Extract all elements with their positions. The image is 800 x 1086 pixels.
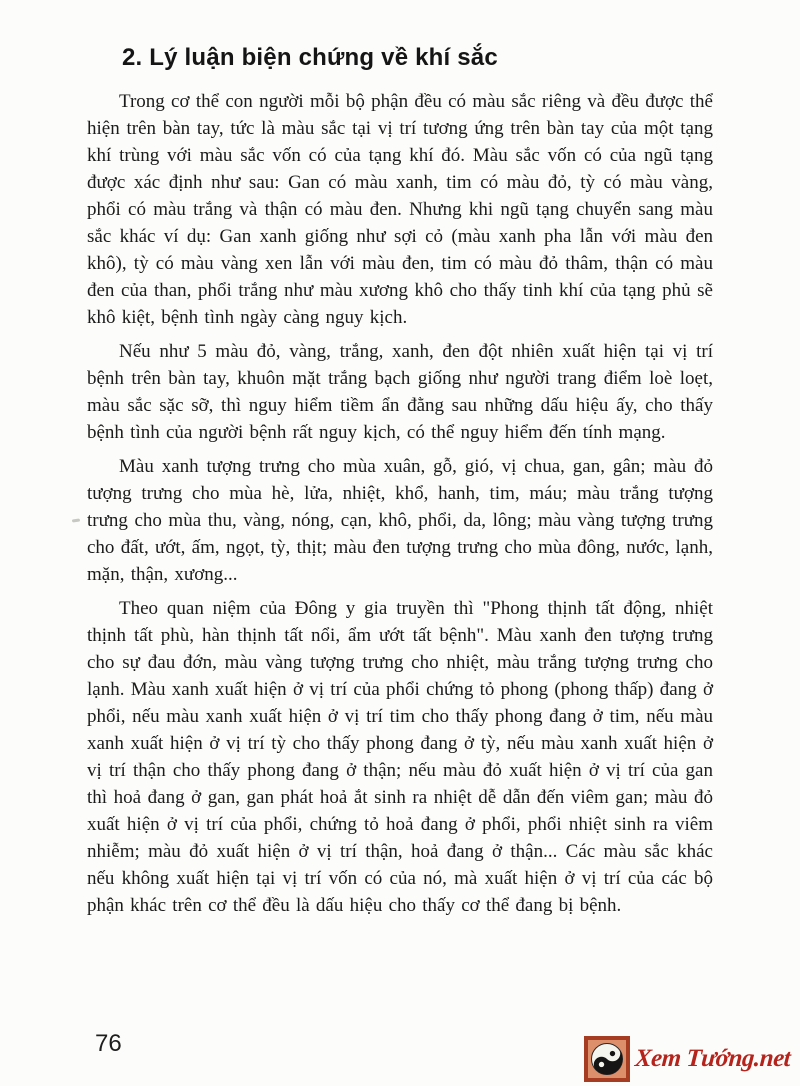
yin-yang-icon xyxy=(584,1036,630,1082)
scan-artifact-dash xyxy=(72,518,80,522)
paragraph-4: Theo quan niệm của Đông y gia truyền thì "Phong thịnh tất động, nhiệt thịnh tất phù, hàn thịnh tất nổi, ẩm ướt tất bệnh". Màu xanh đen tượng trưng cho sự đau đớn, màu vàng tượng trưng cho nhiệt, màu trắng tượng trưng cho lạnh. Màu xanh xuất hiện ở vị trí của phổi chứng tỏ phong (phong thấp) đang ở phổi, nếu màu xanh xuất hiện ở vị trí tim cho thấy phong đang ở tim, nếu màu xanh xuất hiện ở vị trí tỳ cho thấy phong đang ở tỳ, nếu màu xanh xuất hiện ở vị trí thận cho thấy phong đang ở thận; nếu màu đỏ xuất hiện ở vị trí của gan thì hoả đang ở gan, gan phát hoả ắt sinh ra nhiệt dễ dẫn đến viêm gan; màu đỏ xuất hiện ở vị trí của phổi, chứng tỏ hoả đang ở phổi, phổi nhiệt sinh ra viêm nhiễm; màu đỏ xuất hiện ở vị trí thận, hoả đang ở thận... Các màu sắc khác nếu không xuất hiện tại vị trí vốn có của nó, mà xuất hiện ở vị trí của các bộ phận khác trên cơ thể đều là dấu hiệu cho thấy cơ thể đang bị bệnh. xyxy=(87,598,713,916)
paragraph-3: Màu xanh tượng trưng cho mùa xuân, gỗ, gió, vị chua, gan, gân; màu đỏ tượng trưng cho mùa hè, lửa, nhiệt, khổ, hanh, tim, máu; màu trắng tượng trưng cho mùa thu, vàng, nóng, cạn, khô, phổi, da, lông; màu vàng tượng trưng cho đất, ướt, ấm, ngọt, tỳ, thịt; màu đen tượng trưng cho mùa đông, nước, lạnh, mặn, thận, xương... xyxy=(87,456,713,585)
watermark-text: Xem Tướng.net xyxy=(633,1045,791,1072)
page-number: 76 xyxy=(95,1030,122,1057)
paragraph-1: Trong cơ thể con người mỗi bộ phận đều có màu sắc riêng và đều được thể hiện trên bàn tay, tức là màu sắc tại vị trí tương ứng trên bàn tay của một tạng khí trùng với màu sắc vốn có của tạng khí đó. Màu sắc vốn có của ngũ tạng được xác định như sau: Gan có màu xanh, tim có màu đỏ, tỳ có màu vàng, phổi có màu trắng và thận có màu đen. Nhưng khi ngũ tạng chuyển sang màu sắc khác ví dụ: Gan xanh giống như sợi cỏ (màu xanh pha lẫn với màu đen khô), tỳ có màu vàng xen lẫn với màu đen, tim có màu đỏ thâm, thận có màu đen của than, phổi trắng như màu xương khô cho thấy tinh khí của tạng phủ sẽ khô kiệt, bệnh tình ngày càng nguy kịch. xyxy=(87,91,713,328)
body-text xyxy=(87,88,713,926)
watermark-logo xyxy=(584,1036,794,1082)
section-heading: 2. Lý luận biện chứng về khí sắc xyxy=(122,44,498,71)
paragraph-2: Nếu như 5 màu đỏ, vàng, trắng, xanh, đen đột nhiên xuất hiện tại vị trí bệnh trên bàn tay, khuôn mặt trắng bạch giống như người trang điểm loè loẹt, màu sắc sặc sỡ, thì nguy hiểm tiềm ẩn đằng sau những dấu hiệu ấy, cho thấy bệnh tình của người bệnh rất nguy kịch, có thể nguy hiểm đến tính mạng. xyxy=(87,341,713,443)
